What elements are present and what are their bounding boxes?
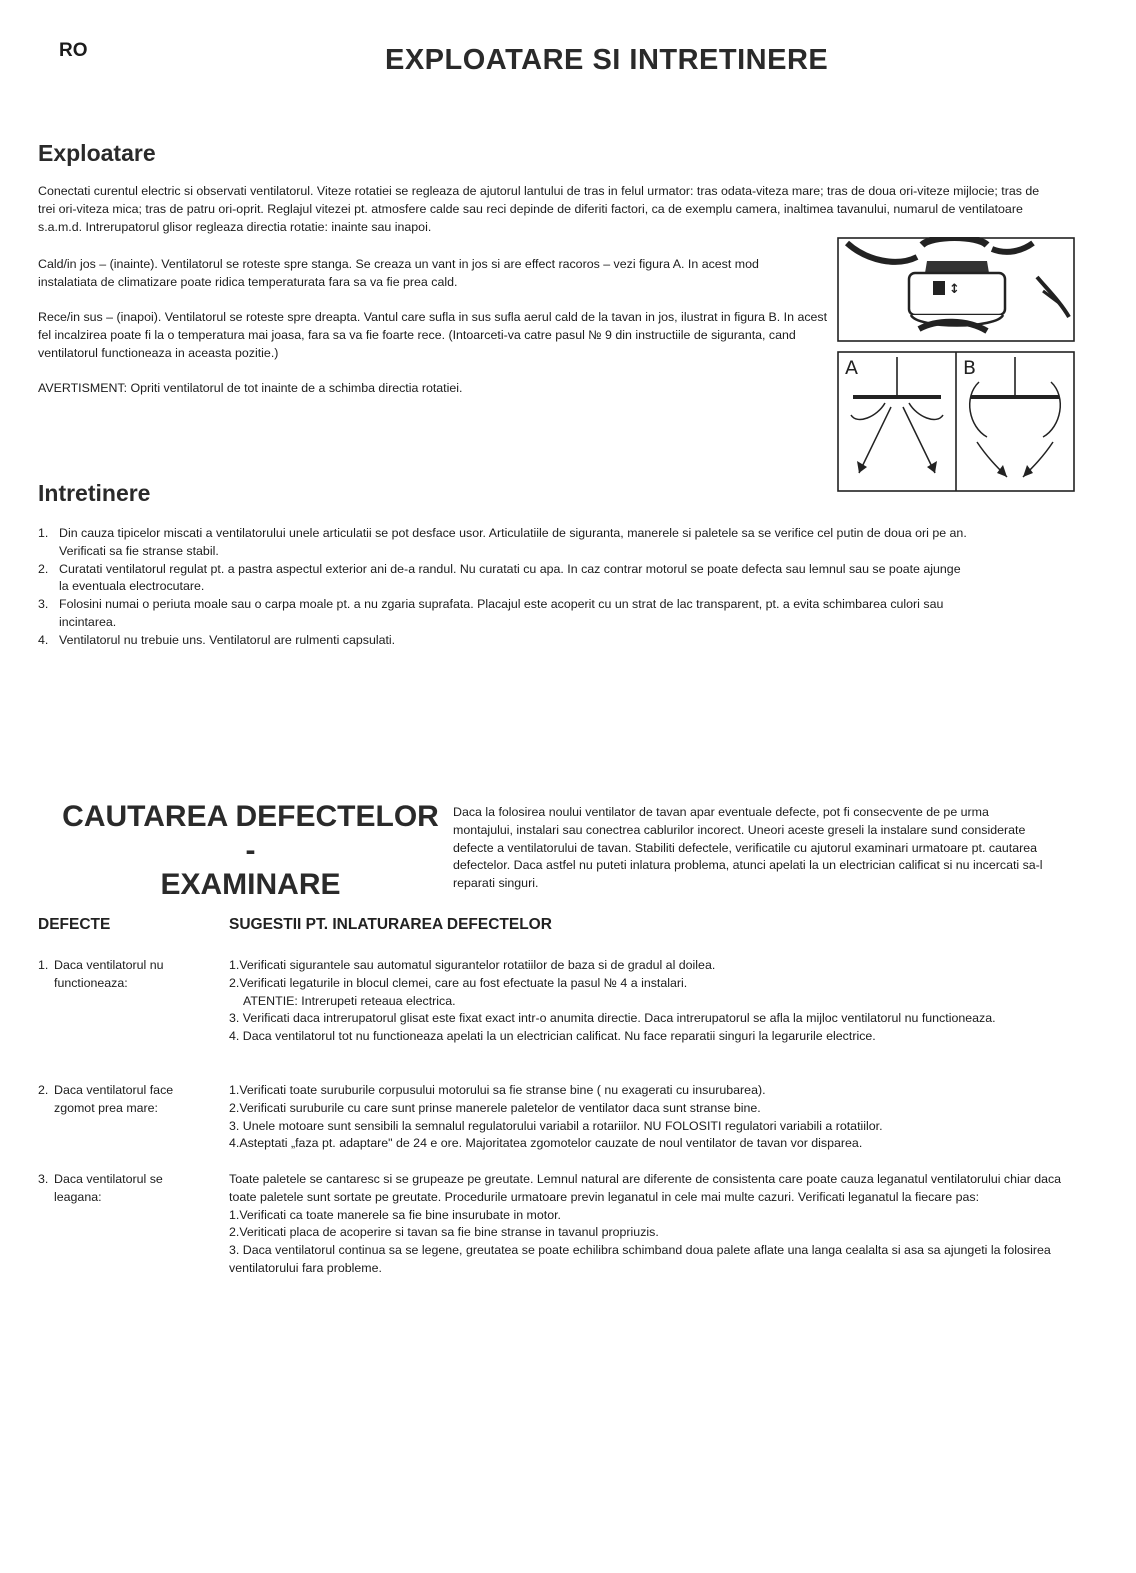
list-item-text: Ventilatorul nu trebuie uns. Ventilatorul are rulmenti capsulati.: [59, 632, 396, 647]
list-item-number: 1.: [38, 526, 49, 540]
exploatare-heading: Exploatare: [38, 140, 156, 166]
rece-paragraph: Rece/in sus – (inapoi). Ventilatorul se roteste spre dreapta. Vantul care sufla in sus sufla aerul cald de la tavan in jos, ilustrat in figura B. In acest fel incalzirea poate fi la o temperatura mai joasa, fara sa va fie foarte rece. (Intoarceti-va catre pasul № 9 din instructiile de siguranta, cand ventilatorul functioneaza in aceasta pozitie.): [38, 310, 828, 360]
intretinere-heading: Intretinere: [38, 480, 151, 506]
suggestion-line: 4.Asteptati „faza pt. adaptare" de 24 e ore. Majoritatea zgomotelor cauzate de noul ventilator de tavan vor disparea.: [229, 1136, 863, 1151]
suggestion-line: Toate paletele se cantaresc si se grupeaze pe greutate. Lemnul natural are diferente de consistenta care poate cauza leganatul ventilatorului chiar daca toate paletele sunt sortate pe greutate. Procedurile urmatoare previn leganatul in cele mai multe cazuri. Verificati leganatul la fiecare pas:: [229, 1172, 1062, 1204]
suggestion-line: 1.Verificati sigurantele sau automatul sigurantelor rotatiilor de baza si de gradul al doilea.: [229, 958, 716, 972]
slide-switch-icon: [933, 281, 945, 295]
defect-item: [38, 1082, 208, 1118]
defect-text: Daca ventilatorul se leagana:: [54, 1172, 163, 1204]
defect-text: Daca ventilatorul nu functioneaza:: [54, 958, 164, 990]
list-item-text: Curatati ventilatorul regulat pt. a pastra aspectul exterior ani de-a randul. Nu curatati cu apa. In caz contrar motorul se poate defecta sau lemnul sau se poate ajunge la eventuala electrocutare.: [59, 561, 961, 594]
list-item-number: 4.: [38, 632, 49, 647]
defect-item: [38, 957, 208, 993]
suggestion-line: 4. Daca ventilatorul tot nu functioneaza apelati la un electrician calificat. Nu face reparatii singuri la legarurile electrice.: [229, 1029, 876, 1044]
defect-text: Daca ventilatorul face zgomot prea mare:: [54, 1083, 174, 1115]
defect-number: 1.: [38, 958, 49, 972]
suggestion-line: 3. Unele motoare sunt sensibili la semnalul regulatorului variabil a rotariilor. NU FOLOSITI regulatori variabili a rotatiilor.: [229, 1118, 883, 1133]
suggestion-line: 1.Verificati ca toate manerele sa fie bine insurubate in motor.: [229, 1207, 561, 1222]
defect-number: 2.: [38, 1083, 49, 1097]
defects-column-header: DEFECTE: [38, 916, 111, 933]
troubleshooting-title-line2: EXAMINARE: [160, 868, 341, 901]
suggestions-column-header: SUGESTII PT. INLATURAREA DEFECTELOR: [229, 916, 552, 933]
language-code: RO: [59, 40, 88, 61]
suggestion-block: [229, 1171, 1079, 1278]
cald-paragraph: Cald/in jos – (inainte). Ventilatorul se roteste spre stanga. Se creaza un vant in jos si are effect racoros – vezi figura A. In acest mod instalatiata de climatizare poate ridica temperaturata fara sa va fie prea cald.: [38, 257, 759, 289]
warning-paragraph: AVERTISMENT: Opriti ventilatorul de tot inainte de a schimba directia rotatiei.: [38, 381, 463, 395]
suggestion-line: 2.Veriticati placa de acoperire si tavan sa fie bine stranse in tavanul propriuzis.: [229, 1225, 659, 1240]
troubleshooting-intro: Daca la folosirea noului ventilator de tavan apar eventuale defecte, pot fi consecvente de pe urma montajului, instalari sau conectrea cablurilor incorect. Uneori aceste greseli la instalare sund considerate defecte a ventilatorului de tavan. Stabiliti defectele, verificatile cu ajutorul examinari urmatoare pt. cautarea defectelor. Daca astfel nu puteti inlatura problema, atunci apelati la un electrician calificat si nu incercati sa-l reparati singuri.: [453, 805, 1043, 891]
suggestion-line: 2.Verificati suruburile cu care sunt prinse manerele paletelor de ventilator daca sunt stranse bine.: [229, 1100, 761, 1115]
suggestion-line: 3. Daca ventilatorul continua sa se legene, greutatea se poate echilibra schimband doua palete aflate una langa cealalta si asa sa ajungeti la folosirea ventilatorului fara probleme.: [229, 1243, 1051, 1275]
list-item-number: 2.: [38, 561, 49, 576]
suggestion-line: 2.Verificati legaturile in blocul clemei, care au fost efectuate la pasul № 4 a instalari.: [229, 975, 688, 990]
list-item: [38, 561, 968, 597]
fan-illustration: [837, 237, 1075, 493]
troubleshooting-title-line1: CAUTAREA DEFECTELOR -: [62, 800, 439, 867]
suggestion-line: 3. Verificati daca intrerupatorul glisat este fixat exact intr-o anumita directie. Daca intrerupatorul se afla la mijloc ventilatorul nu functioneaza.: [229, 1011, 996, 1026]
suggestion-block: [229, 1082, 1079, 1153]
exploatare-intro: Conectati curentul electric si observati ventilatorul. Viteze rotatiei se regleaza de ajutorul lantului de tras in felul urmator: tras odata-viteza mare; tras de doua ori-viteze mijlocie; tras de trei ori-viteza mica; tras de patru ori-oprit. Reglajul vitezei pt. atmosfere calde sau reci depinde de diferiti factori, ca de exemplu camera, inaltimea tavanului, numarul de ventilatoare s.a.m.d. Intrerupatorul glisor regleaza directia rotatie: inainte sau inapoi.: [38, 184, 1040, 234]
troubleshooting-title: [58, 800, 443, 902]
list-item-text: Din cauza tipicelor miscati a ventilatorului unele articulatii se pot desface usor. Articulatiile de siguranta, manerele si paletele sa se verifice cel putin de doua ori pe an. Verificati sa fie stranse stabil.: [59, 526, 967, 558]
list-item: [38, 632, 968, 650]
figure-label-b: B: [963, 357, 977, 379]
suggestion-line: ATENTIE: Intrerupeti reteaua electrica.: [243, 993, 456, 1008]
svg-text:↕: ↕: [949, 282, 960, 297]
list-item: [38, 596, 968, 632]
page-title: EXPLOATARE SI INTRETINERE: [385, 44, 829, 76]
defect-number: 3.: [38, 1172, 49, 1186]
suggestion-block: [229, 957, 1079, 1046]
list-item-text: Folosini numai o periuta moale sau o carpa moale pt. a nu zgaria suprafata. Placajul este acoperit cu un strat de lac transparent, pt. a evita schimbarea culori sau incintarea.: [59, 597, 944, 629]
defect-item: [38, 1171, 208, 1207]
figure-label-a: A: [845, 357, 858, 379]
suggestion-line: 1.Verificati toate suruburile corpusului motorului sa fie stranse bine ( nu exagerati cu insurubarea).: [229, 1083, 766, 1097]
maintenance-list: [38, 525, 968, 650]
list-item: [38, 525, 968, 561]
list-item-number: 3.: [38, 597, 49, 612]
fan-direction-figure: [837, 237, 1075, 498]
